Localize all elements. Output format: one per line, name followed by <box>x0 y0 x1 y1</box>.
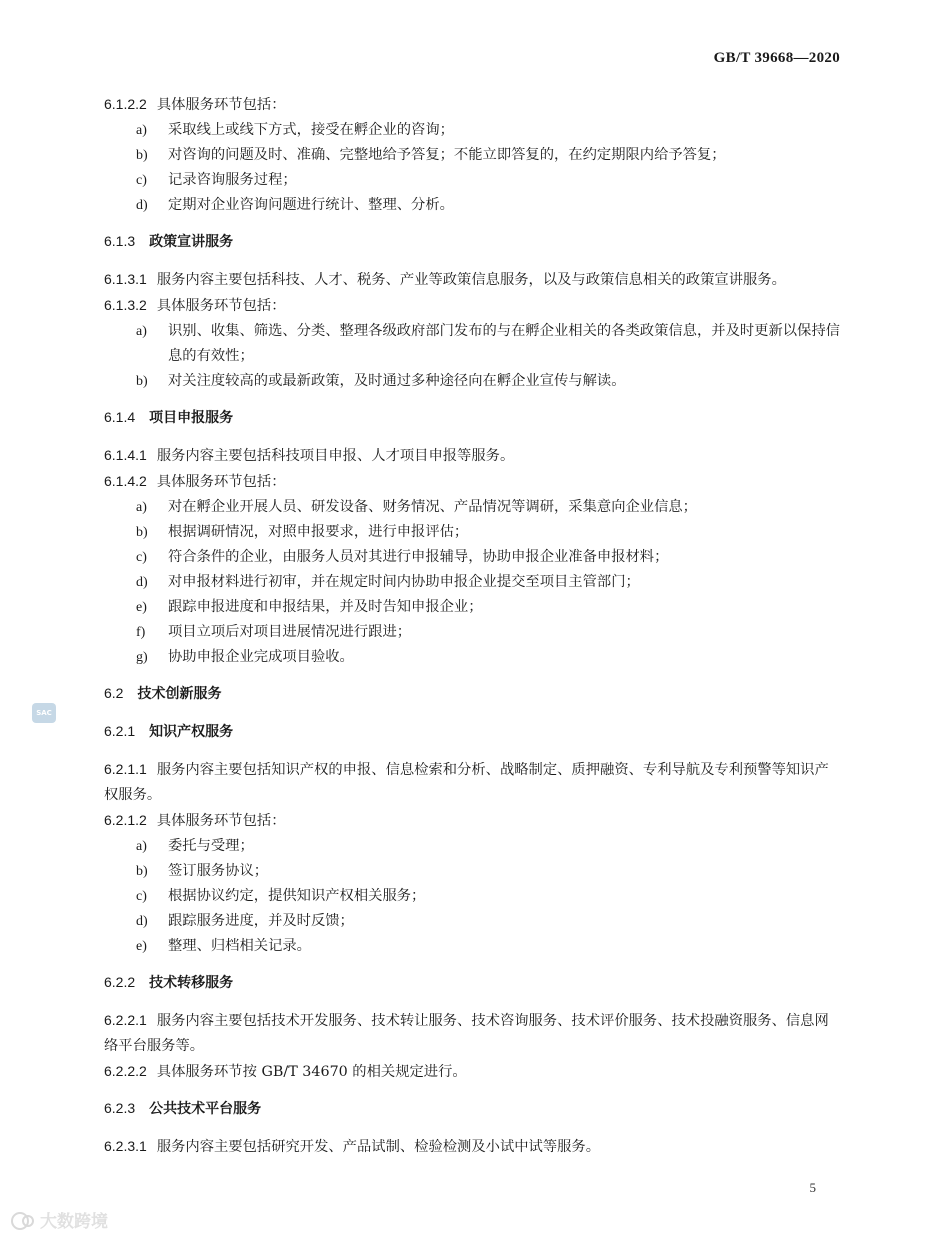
clause-paragraph <box>104 92 840 118</box>
list-item-label: d) <box>136 914 148 929</box>
list-item-text: 整理、归档相关记录。 <box>168 938 311 954</box>
clause-text: 具体服务环节包括： <box>156 298 286 314</box>
clause-number: 6.1.3.2 <box>104 297 147 313</box>
list-item <box>104 834 840 859</box>
list-item-text: 对关注度较高的或最新政策，及时通过多种途径向在孵企业宣传与解读。 <box>168 373 626 389</box>
list-item-label: a) <box>136 839 147 854</box>
clause-number: 6.2.3.1 <box>104 1138 147 1154</box>
list-item <box>104 620 840 645</box>
list-item <box>104 934 840 959</box>
list-item <box>104 884 840 909</box>
list-item-label: d) <box>136 575 148 590</box>
list-item <box>104 859 840 884</box>
clause-paragraph <box>104 1059 840 1085</box>
clause-number: 6.1.3.1 <box>104 271 147 287</box>
clause-number: 6.2.2.2 <box>104 1063 147 1079</box>
section-title: 项目申报服务 <box>149 410 234 426</box>
clause-text: 具体服务环节按 GB/T 34670 的相关规定进行。 <box>156 1064 467 1080</box>
list-item-text: 对申报材料进行初审，并在规定时间内协助申报企业提交至项目主管部门； <box>168 574 640 590</box>
list-item-text: 对在孵企业开展人员、研发设备、财务情况、产品情况等调研，采集意向企业信息； <box>168 499 697 515</box>
list-item-label: a) <box>136 500 147 515</box>
list-item-label: c) <box>136 173 147 188</box>
clause-text: 服务内容主要包括科技、人才、税务、产业等政策信息服务，以及与政策信息相关的政策宣讲服务。 <box>156 272 786 288</box>
list-item-label: g) <box>136 650 148 665</box>
list-item-label: c) <box>136 889 147 904</box>
clause-paragraph <box>104 808 840 834</box>
list-item-label: a) <box>136 324 147 339</box>
clause-number: 6.1.4.2 <box>104 473 147 489</box>
section-number: 6.2.1 <box>104 723 136 739</box>
list-item-label: a) <box>136 123 147 138</box>
clause-text: 具体服务环节包括： <box>156 813 286 829</box>
sac-logo: SAC <box>32 703 56 723</box>
section-heading <box>104 1096 840 1122</box>
list-item <box>104 193 840 218</box>
clause-text: 具体服务环节包括： <box>156 97 286 113</box>
list-item-text: 记录咨询服务过程； <box>168 172 297 188</box>
section-title: 技术转移服务 <box>149 975 234 991</box>
list-item-label: b) <box>136 374 148 389</box>
section-heading <box>104 970 840 996</box>
clause-number: 6.2.1.2 <box>104 812 147 828</box>
section-title: 技术创新服务 <box>137 686 222 702</box>
list-item <box>104 909 840 934</box>
clause-text: 服务内容主要包括科技项目申报、人才项目申报等服务。 <box>156 448 515 464</box>
clause-number: 6.1.4.1 <box>104 447 147 463</box>
list-item-text: 根据协议约定，提供知识产权相关服务； <box>168 888 426 904</box>
list-item-text: 委托与受理； <box>168 838 254 854</box>
clause-text: 服务内容主要包括知识产权的申报、信息检索和分析、战略制定、质押融资、专利导航及专利预警等知识产权服务。 <box>104 762 829 803</box>
list-item-text: 项目立项后对项目进展情况进行跟进； <box>168 624 412 640</box>
clause-number: 6.1.2.2 <box>104 96 147 112</box>
list-item-label: c) <box>136 550 147 565</box>
list-item <box>104 545 840 570</box>
list-item-text: 协助申报企业完成项目验收。 <box>168 649 354 665</box>
list-item <box>104 369 840 394</box>
list-item-label: b) <box>136 864 148 879</box>
list-item <box>104 595 840 620</box>
clause-text: 服务内容主要包括研究开发、产品试制、检验检测及小试中试等服务。 <box>156 1139 601 1155</box>
list-item-text: 根据调研情况，对照申报要求，进行申报评估； <box>168 524 469 540</box>
list-item-text: 采取线上或线下方式，接受在孵企业的咨询； <box>168 122 454 138</box>
list-item-label: b) <box>136 525 148 540</box>
list-item-text: 符合条件的企业，由服务人员对其进行申报辅导，协助申报企业准备申报材料； <box>168 549 669 565</box>
list-item-text: 定期对企业咨询问题进行统计、整理、分析。 <box>168 197 454 213</box>
list-item-text: 签订服务协议； <box>168 863 269 879</box>
watermark-text: 大数跨境 <box>40 1212 108 1232</box>
section-heading <box>104 681 840 707</box>
list-item-text: 跟踪服务进度，并及时反馈； <box>168 913 354 929</box>
list-item-label: f) <box>136 625 146 640</box>
list-item-label: d) <box>136 198 148 213</box>
section-heading <box>104 405 840 431</box>
clause-paragraph <box>104 469 840 495</box>
clause-paragraph <box>104 293 840 319</box>
clause-paragraph <box>104 757 840 808</box>
section-heading <box>104 229 840 255</box>
page-number: 5 <box>809 1180 816 1195</box>
section-title: 政策宣讲服务 <box>149 234 234 250</box>
clause-paragraph <box>104 1134 840 1160</box>
clause-number: 6.2.1.1 <box>104 761 147 777</box>
list-item <box>104 319 840 369</box>
watermark-logo <box>8 1208 128 1234</box>
section-title: 知识产权服务 <box>149 724 234 740</box>
list-item <box>104 168 840 193</box>
list-item-text: 跟踪申报进度和申报结果，并及时告知申报企业； <box>168 599 483 615</box>
list-item-text: 对咨询的问题及时、准确、完整地给予答复；不能立即答复的，在约定期限内给予答复； <box>168 147 726 163</box>
list-item <box>104 143 840 168</box>
list-item-text: 识别、收集、筛选、分类、整理各级政府部门发布的与在孵企业相关的各类政策信息，并及时更新以保持信息的有效性； <box>168 323 840 364</box>
clause-text: 具体服务环节包括： <box>156 474 286 490</box>
clause-paragraph <box>104 1008 840 1059</box>
list-item <box>104 520 840 545</box>
list-item <box>104 118 840 143</box>
document-body <box>104 92 840 1160</box>
clause-text: 服务内容主要包括技术开发服务、技术转让服务、技术咨询服务、技术评价服务、技术投融资服务、信息网络平台服务等。 <box>104 1013 829 1054</box>
section-heading <box>104 719 840 745</box>
section-number: 6.2.3 <box>104 1100 136 1116</box>
list-item-label: e) <box>136 600 147 615</box>
section-number: 6.1.4 <box>104 409 136 425</box>
list-item-label: b) <box>136 148 148 163</box>
section-number: 6.1.3 <box>104 233 136 249</box>
list-item <box>104 645 840 670</box>
list-item-label: e) <box>136 939 147 954</box>
clause-paragraph <box>104 267 840 293</box>
list-item <box>104 570 840 595</box>
clause-number: 6.2.2.1 <box>104 1012 147 1028</box>
clause-paragraph <box>104 443 840 469</box>
list-item <box>104 495 840 520</box>
section-number: 6.2 <box>104 685 124 701</box>
standard-number: GB/T 39668—2020 <box>713 50 840 66</box>
section-number: 6.2.2 <box>104 974 136 990</box>
section-title: 公共技术平台服务 <box>149 1101 262 1117</box>
